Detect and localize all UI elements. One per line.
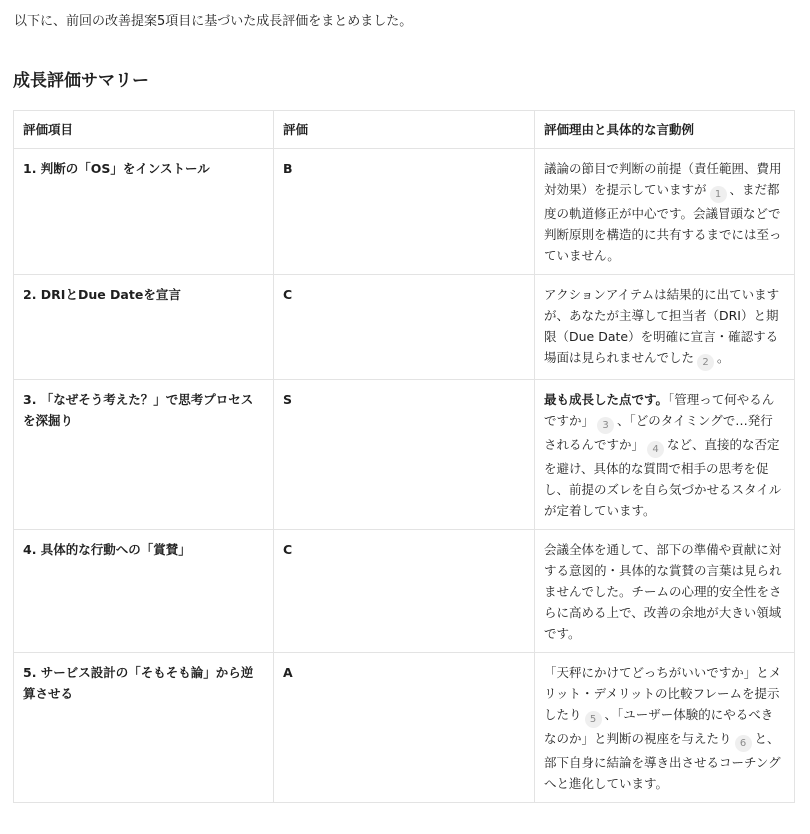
section-heading: 成長評価サマリー [13,71,149,91]
citation-badge[interactable]: 2 [697,354,714,371]
row-reason [535,653,795,803]
intro-text: 以下に、前回の改善提案5項目に基づいた成長評価をまとめました。 [14,14,413,29]
row-reason [535,149,795,275]
row-reason [535,380,795,530]
row-item: 1. 判断の「OS」をインストール [14,149,274,275]
row-item: 3. 「なぜそう考えた？」で思考プロセスを深掘り [14,380,274,530]
row-reason [535,275,795,380]
row-item: 4. 具体的な行動への「賞賛」 [14,530,274,653]
row-grade: S [274,380,535,530]
citation-badge[interactable]: 1 [710,186,727,203]
table-row [14,275,795,380]
reason-text: など、直接的な否定を避け、具体的な質問で相手の思考を促し、前提のズレを自ら気づかせるスタイルが定着しています。 [544,437,782,518]
table-row [14,653,795,803]
header-item: 評価項目 [14,111,274,149]
header-reason: 評価理由と具体的な言動例 [535,111,795,149]
row-item: 5. サービス設計の「そもそも論」から逆算させる [14,653,274,803]
citation-badge[interactable]: 6 [735,735,752,752]
reason-text: 「管理って何やるんですか」 [544,392,775,428]
citation-badge[interactable]: 4 [647,441,664,458]
reason-text: アクションアイテムは結果的に出ていますが、あなたが主導して担当者（DRI）と期限（Due Date）を明確に宣言・確認する場面は見られませんでした [544,287,780,365]
reason-text: と、部下自身に結論を導き出させるコーチングへと進化しています。 [544,731,781,791]
row-item: 2. DRIとDue Dateを宣言 [14,275,274,380]
reason-text: 、まだ都度の軌道修正が中心です。会議冒頭などで判断原則を構造的に共有するまでには至っていません。 [544,182,782,263]
reason-text: 、「ユーザー体験的にやるべきなのか」と判断の視座を与えたり [544,707,774,746]
reason-text: 会議全体を通して、部下の準備や貢献に対する意図的・具体的な賞賛の言葉は見られませんでした。チームの心理的安全性をさらに高める上で、改善の余地が大きい領域です。 [544,542,782,641]
header-grade: 評価 [274,111,535,149]
reason-text: 。 [717,350,730,365]
table-row [14,380,795,530]
table-row [14,149,795,275]
row-grade: C [274,530,535,653]
table-header-row [14,111,795,149]
citation-badge[interactable]: 3 [597,417,614,434]
row-grade: A [274,653,535,803]
reason-text: 「天秤にかけてどっちがいいですか」とメリット・デメリットの比較フレームを提示したり [544,665,782,722]
citation-badge[interactable]: 5 [585,711,602,728]
row-grade: B [274,149,535,275]
reason-text: 、「どのタイミングで…発行されるんですか」 [544,413,773,452]
reason-text: 議論の節目で判断の前提（責任範囲、費用対効果）を提示していますが [544,161,782,197]
row-grade: C [274,275,535,380]
table-row [14,530,795,653]
row-reason [535,530,795,653]
growth-evaluation-table [13,110,795,803]
reason-highlight: 最も成長した点です。 [544,392,669,407]
